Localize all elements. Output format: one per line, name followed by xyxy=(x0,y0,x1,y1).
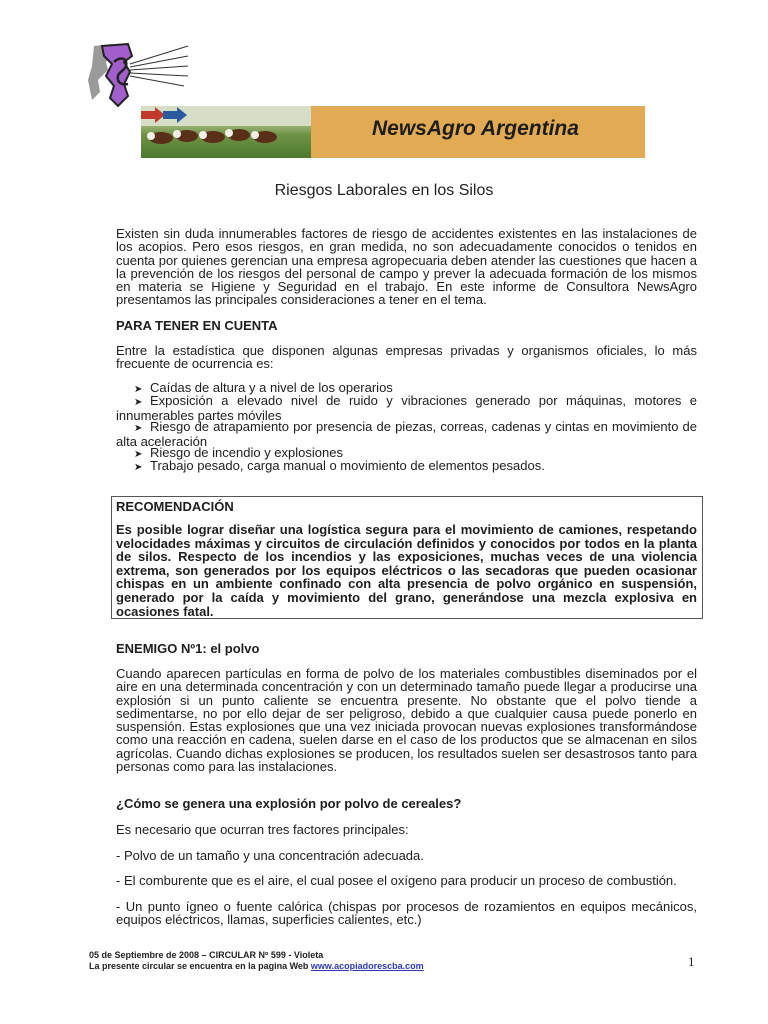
arrowhead-bullet-icon: ➤ xyxy=(134,397,143,408)
factor-item: - El comburente que es el aire, el cual posee el oxígeno para producir un proceso de combustión. xyxy=(116,873,677,888)
footer-web-line: La presente circular se encuentra en la pagina Web www.acopiadorescba.com xyxy=(89,961,424,971)
section-heading-explosion: ¿Cómo se genera una explosión por polvo de cereales? xyxy=(116,796,462,811)
bullet-item: ➤ Riesgo de atrapamiento por presencia de piezas, correas, cadenas y cintas en movimiento de alta aceleración xyxy=(116,419,697,450)
recommendation-text: Es posible lograr diseñar una logística segura para el movimiento de camiones, respetando velocidades máximas y circuitos de circulación definidos y conocidos por todos en la planta de silos. Respecto de los incendios y las exposiciones, muchas veces de una violencia extrema, son generados por los equipos eléctricos o las secadoras que pueden ocasionar chispas en un ambiente confinado con alta presencia de polvo orgánico en suspensión, generado por la caída y movimiento del grano, generándose una mezcla explosiva en ocasiones fatal. xyxy=(116,522,697,619)
enemy-paragraph: Cuando aparecen partículas en forma de polvo de los materiales combustibles diseminados por el aire en una determinada concentración y con un determinado tamaño puede llegar a producirse una explosión si un punto caliente se encuentra presente. No obstante que el polvo tiende a sedimentarse, no por ello dejar de ser peligroso, debido a que cualquier causa puede ponerlo en suspensión. Estas explosiones que una vez iniciada provocan nuevas explosiones transformándose como una reacción en cadena, suelen darse en el caso de los productos que se almacenan en silos agrícolas. Cuando dichas explosiones se producen, los resultados suelen ser desastrosos tanto para personas como para las instalaciones. xyxy=(116,666,698,775)
page-number: 1 xyxy=(688,954,695,969)
publisher-logo xyxy=(84,40,194,110)
arrowhead-bullet-icon: ➤ xyxy=(134,462,143,473)
factor-item: - Polvo de un tamaño y una concentración adecuada. xyxy=(116,848,424,863)
section1-lead: Entre la estadística que disponen algunas empresas privadas y organismos oficiales, lo más frecuente de ocurrencia es: xyxy=(116,343,697,372)
bullet-item: ➤ Exposición a elevado nivel de ruido y vibraciones generado por máquinas, motores e innumerables partes móviles xyxy=(116,393,697,424)
footer-circular-line: 05 de Septiembre de 2008 – CIRCULAR Nº 599 - Violeta xyxy=(89,950,324,960)
bullet-item: ➤ Trabajo pesado, carga manual o movimiento de elementos pesados. xyxy=(134,458,545,473)
bullet-item: ➤ Caídas de altura y a nivel de los operarios xyxy=(134,380,393,395)
arrowhead-bullet-icon: ➤ xyxy=(134,384,143,395)
arrows-icon xyxy=(141,106,197,124)
arrowhead-bullet-icon: ➤ xyxy=(134,449,143,460)
question-lead: Es necesario que ocurran tres factores principales: xyxy=(116,822,409,837)
section-heading-para-tener: PARA TENER EN CUENTA xyxy=(116,318,278,333)
arrowhead-bullet-icon: ➤ xyxy=(134,423,143,434)
brand-wordmark: NewsAgro Argentina xyxy=(372,117,579,140)
recommendation-heading: RECOMENDACIÓN xyxy=(116,499,234,514)
section-heading-enemigo: ENEMIGO Nº1: el polvo xyxy=(116,641,260,656)
factor-item: - Un punto ígneo o fuente calórica (chispas por procesos de rozamientos en equipos mecánicos, equipos eléctricos, llamas, superficies calientes, etc.) xyxy=(116,899,697,928)
document-title: Riesgos Laborales en los Silos xyxy=(274,182,494,199)
website-link[interactable]: www.acopiadorescba.com xyxy=(310,961,424,971)
intro-paragraph: Existen sin duda innumerables factores de riesgo de accidentes existentes en las instalaciones de los acopios. Pero esos riesgos, en gran medida, no son adecuadamente conocidos o tenidos en cuenta por quienes gerencian una empresa agropecuaria deben atender las cuestiones que hacen a la prevención de los riesgos del personal de campo y prever la adecuada formación de los mismos en materia se Higiene y Seguridad en el trabajo. En este informe de Consultora NewsAgro presentamos las principales consideraciones a tener en el tema. xyxy=(116,226,697,308)
bullet-item: ➤ Riesgo de incendio y explosiones xyxy=(134,445,343,460)
page-footer xyxy=(89,950,424,972)
